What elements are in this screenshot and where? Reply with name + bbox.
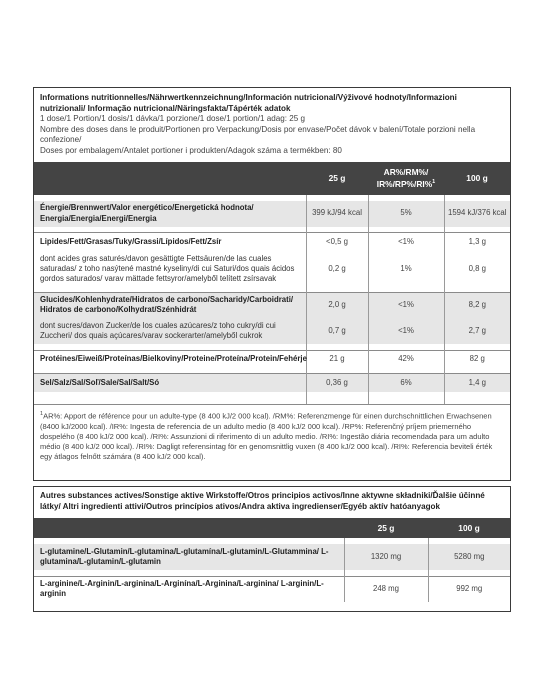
row-value-ar: <1%	[368, 292, 444, 318]
row-value-100g: 0,8 g	[444, 252, 510, 287]
row-label: L-arginine/L-Arginin/L-arginina/L-Arginína/L-Arginina/L-arginina/ L-arginin/L-arginin	[34, 576, 344, 602]
table-row-protein	[34, 350, 510, 367]
row-value-25g: 0,2 g	[306, 252, 368, 287]
row-value-100g: 82 g	[444, 350, 510, 367]
row-label: dont sucres/davon Zucker/de los cuales azúcares/z toho cukry/di cui Zuccheri/ dos quais açúcares/varav sockerarter/amelyből cukrok	[34, 318, 306, 344]
row-value-100g: 1594 kJ/376 kcal	[444, 201, 510, 227]
row-value-25g: 21 g	[306, 350, 368, 367]
table-row-sugars	[34, 318, 510, 344]
row-value-ar: 1%	[368, 252, 444, 287]
row-value-25g: 0,36 g	[306, 373, 368, 392]
spacer	[34, 392, 510, 404]
table-row-energy	[34, 201, 510, 227]
column-ar-sup: 1	[432, 179, 436, 186]
footnote	[34, 404, 510, 462]
row-value-ar: 5%	[368, 201, 444, 227]
row-value-ar: 6%	[368, 373, 444, 392]
table-row-saturates	[34, 252, 510, 287]
nutrition-table	[34, 162, 510, 405]
dose-line: 1 dose/1 Portion/1 dosis/1 dávka/1 porzione/1 dose/1 portion/1 adag: 25 g	[40, 114, 306, 124]
row-value-100g: 8,2 g	[444, 292, 510, 318]
row-value-100g: 2,7 g	[444, 318, 510, 344]
nutrition-column-header	[34, 162, 510, 195]
row-value-ar: <1%	[368, 233, 444, 252]
column-ar	[368, 162, 444, 195]
row-label: Énergie/Brennwert/Valor energético/Energetická hodnota/ Energia/Energia/Energi/Energia	[34, 201, 306, 227]
table-row-fat	[34, 233, 510, 252]
row-label: Protéines/Eiweiß/Proteínas/Bielkoviny/Proteine/Proteína/Protein/Fehérje	[34, 350, 306, 367]
column-25g: 25 g	[344, 518, 428, 538]
row-value-100g: 992 mg	[428, 576, 510, 602]
footnote-text: AR%: Apport de référence pour un adulte-type (8 400 kJ/2 000 kcal). /RM%: Referenzmenge für einen durchschnittlichen Erwachsenen (8400 kJ/2000 kcal). /IR%: Ingesta de referencia de un adulto medio (8 400 kJ/2 000 kcal). /RP%: Referenčný príjem priemerného dospelého (8 400 kJ/2 000 kcal). /RI%: Assunzioni di riferimento di un adulto medio. /RI%: Ingestão diária recomendada para um adulto médio (8 400 kJ/2 000 kcal). /RI%: Dagligt referensintag för en genomsnittlig vuxen (8 400 kJ/2 000 kcal). /RI%: Referencia beviteli érték egy átlagos felnőtt számára (8 400 kJ/2 000 kcal).	[40, 411, 493, 462]
actives-column-header	[34, 518, 510, 538]
row-value-25g: 0,7 g	[306, 318, 368, 344]
nutrition-title: Informations nutritionnelles/Nährwertkennzeichnung/Información nutricional/Výživové hodnoty/Informazioni nutrizionali/ Informação nutricional/Näringsfakta/Tápérték adatok	[40, 93, 457, 113]
row-value-100g: 5280 mg	[428, 544, 510, 570]
row-value-ar: 42%	[368, 350, 444, 367]
actives-table	[34, 518, 510, 602]
column-25g: 25 g	[306, 162, 368, 195]
row-label: Sel/Salz/Sal/Soľ/Sale/Sal/Salt/Só	[34, 373, 306, 392]
row-value-25g: 2,0 g	[306, 292, 368, 318]
row-value-25g: <0,5 g	[306, 233, 368, 252]
actives-title: Autres substances actives/Sonstige aktive Wirkstoffe/Otros principios activos/Inne aktywne składniki/Ďalšie účinné látky/ Altri ingredienti attivi/Outros princípios ativos/Andra aktiva ingredienser/Egyéb aktív hatóanyagok	[40, 491, 485, 511]
table-row-carbohydrates	[34, 292, 510, 318]
actives-header	[34, 487, 510, 512]
actives-panel	[33, 486, 511, 612]
row-value-25g: 399 kJ/94 kcal	[306, 201, 368, 227]
label-column-header	[34, 518, 344, 538]
row-value-100g: 1,4 g	[444, 373, 510, 392]
table-row-glutamine	[34, 544, 510, 570]
row-value-25g: 248 mg	[344, 576, 428, 602]
column-ar-text: AR%/RM%/ IR%/RP%/RI%	[376, 166, 433, 189]
table-row-salt	[34, 373, 510, 392]
row-value-100g: 1,3 g	[444, 233, 510, 252]
footnote-sup: 1	[40, 411, 44, 418]
row-label: Lipides/Fett/Grasas/Tuky/Grassi/Lípidos/Fett/Zsír	[34, 233, 306, 252]
row-label: dont acides gras saturés/davon gesättigte Fettsäuren/de las cuales saturadas/ z toho nasýtené mastné kyseliny/di cui Saturi/dos quais ácidos gordos saturados/ varav mättade fettsyror/amelyből telített zsírsavak	[40, 253, 295, 283]
column-100g: 100 g	[428, 518, 510, 538]
row-label: L-glutamine/L-Glutamin/L-glutamina/L-glutamína/L-glutamin/L-Glutammina/ L-glutamina/L-glutamin/L-glutamin	[34, 544, 344, 570]
row-label: Glucides/Kohlenhydrate/Hidratos de carbono/Sacharidy/Carboidrati/ Hidratos de carbono/Kolhydrat/Szénhidrát	[34, 292, 306, 318]
row-value-25g: 1320 mg	[344, 544, 428, 570]
doses-line-1: Nombre des doses dans le produit/Portionen pro Verpackung/Dosis por envase/Počet dávok v balení/Totale porzioni nella confezione/	[40, 124, 476, 145]
label-column-header	[34, 162, 306, 195]
nutrition-panel	[33, 87, 511, 481]
row-value-ar: <1%	[368, 318, 444, 344]
doses-line-2: Doses por embalagem/Antalet portioner i produkten/Adagok száma a termékben: 80	[40, 145, 342, 155]
column-100g: 100 g	[444, 162, 510, 195]
nutrition-header	[34, 88, 510, 157]
table-row-arginine	[34, 576, 510, 602]
